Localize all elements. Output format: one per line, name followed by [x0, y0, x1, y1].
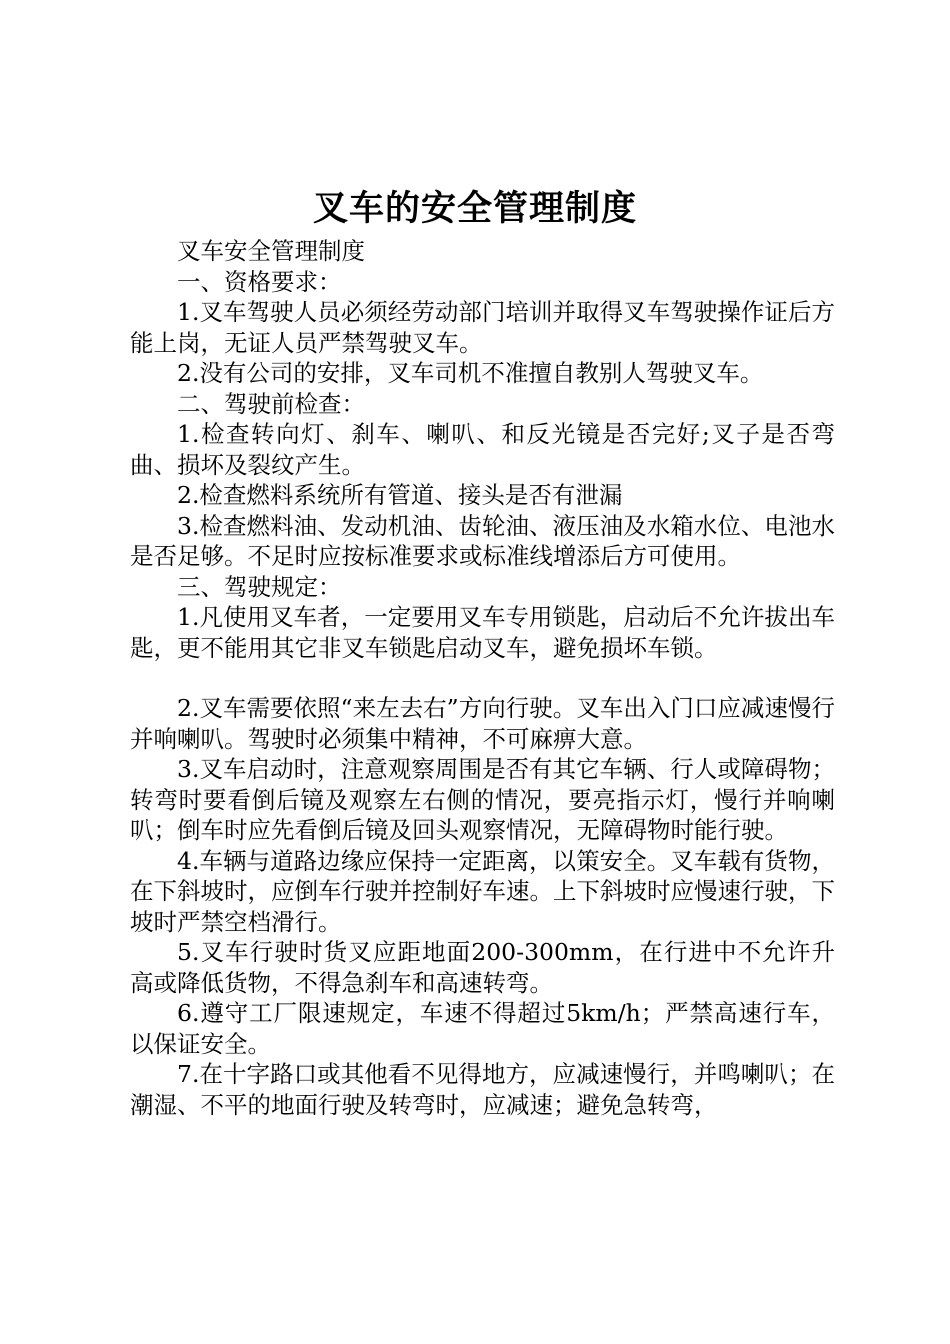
paragraph: 3.叉车启动时，注意观察周围是否有其它车辆、行人或障碍物；转弯时要看倒后镜及观察左右侧的情况，要亮指示灯，慢行并响喇叭；倒车时应先看倒后镜及回头观察情况，无障碍物时能行驶。 [130, 755, 835, 844]
paragraph: 一、资格要求： [177, 267, 342, 296]
paragraph: 7.在十字路口或其他看不见得地方，应减速慢行，并鸣喇叭；在潮湿、不平的地面行驶及转弯时，应减速；避免急转弯， [130, 1060, 835, 1119]
paragraph: 2.没有公司的安排，叉车司机不准擅自教别人驾驶叉车。 [177, 359, 764, 387]
paragraph: 二、驾驶前检查： [177, 389, 365, 418]
paragraph: 6.遵守工厂限速规定，车速不得超过5km/h；严禁高速行车，以保证安全。 [130, 999, 835, 1058]
paragraph: 三、驾驶规定： [177, 572, 342, 601]
paragraph: 1.凡使用叉车者，一定要用叉车专用锁匙，启动后不允许拔出车匙，更不能用其它非叉车锁匙启动叉车，避免损坏车锁。 [130, 603, 835, 662]
paragraph: 3.检查燃料油、发动机油、齿轮油、液压油及水箱水位、电池水是否足够。不足时应按标准要求或标准线增添后方可使用。 [130, 511, 835, 570]
paragraph: 1.检查转向灯、刹车、喇叭、和反光镜是否完好;叉子是否弯曲、损坏及裂纹产生。 [130, 420, 835, 479]
document-title: 叉车的安全管理制度 [312, 188, 637, 229]
paragraph: 2.叉车需要依照“来左去右”方向行驶。叉车出入门口应减速慢行并响喇叭。驾驶时必须集中精神，不可麻痹大意。 [130, 694, 835, 753]
paragraph: 5.叉车行驶时货叉应距地面200-300mm，在行进中不允许升高或降低货物，不得急刹车和高速转弯。 [130, 938, 835, 997]
document-body [130, 236, 835, 1120]
paragraph: 4.车辆与道路边缘应保持一定距离，以策安全。叉车载有货物，在下斜坡时，应倒车行驶并控制好车速。上下斜坡时应慢速行驶，下坡时严禁空档滑行。 [130, 846, 835, 936]
paragraph: 叉车安全管理制度 [177, 237, 365, 265]
paragraph: 1.叉车驾驶人员必须经劳动部门培训并取得叉车驾驶操作证后方能上岗，无证人员严禁驾驶叉车。 [130, 298, 835, 357]
paragraph: 2.检查燃料系统所有管道、接头是否有泄漏 [177, 481, 623, 509]
